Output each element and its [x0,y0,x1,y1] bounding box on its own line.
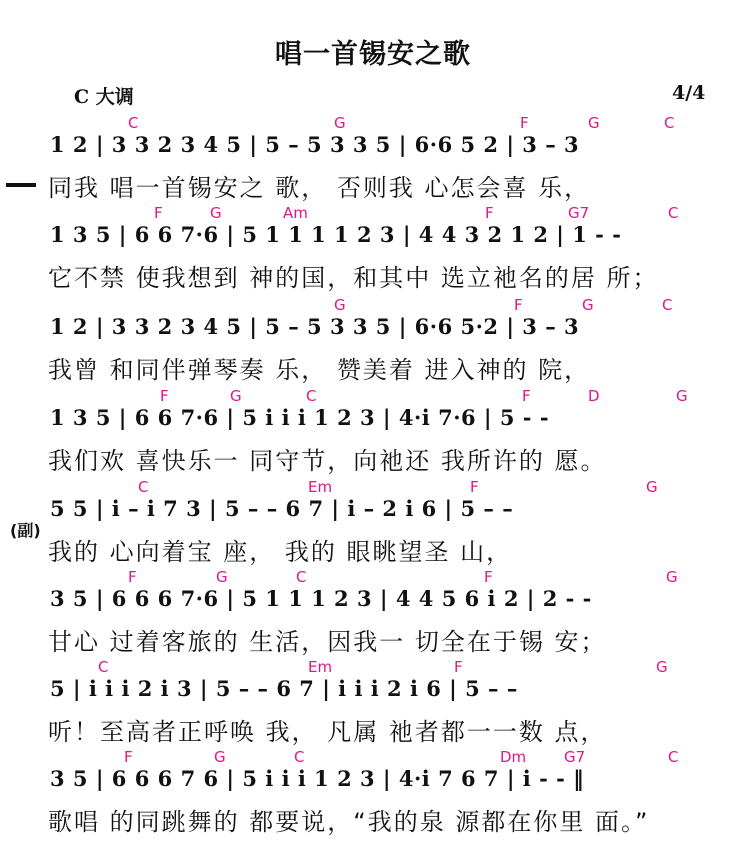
chord-symbol: Am [283,204,308,222]
notation-row: 5 | i i i 2 i 3 | 5 – – 6 7 | i i i 2 i 6 | 5 – – [50,676,518,701]
chord-symbol: C [128,114,139,132]
chord-symbol: Em [308,478,333,496]
chord-symbol: G [210,204,222,222]
chord-symbol: C [306,387,317,405]
chord-symbol: F [484,568,493,586]
chord-symbol: Em [308,658,333,676]
chord-symbol: C [294,748,305,766]
notation-row: 1 2 | 3 3 2 3 4 5 | 5 – 5 3 3 5 | 6·6 5 2 | 3 – 3 [50,132,580,157]
lyrics-row: 我的 心向着宝 座， 我的 眼眺望圣 山， [48,538,513,566]
chord-symbol: G [230,387,242,405]
score-line-2 [0,204,746,296]
score-line-7 [0,658,746,750]
chord-symbol: G [214,748,226,766]
song-title: 唱一首锡安之歌 [275,39,471,70]
chord-symbol: F [160,387,169,405]
lyrics-row: 甘心 过着客旅的 生活，因我一 切全在于锡 安； [48,628,607,656]
chord-symbol: F [454,658,463,676]
chord-symbol: F [128,568,137,586]
chord-symbol: C [98,658,109,676]
chord-symbol: F [514,296,523,314]
score-line-8 [0,748,746,840]
notation-row: 5 5 | i – i 7 3 | 5 – – 6 7 | i – 2 i 6 | 5 – – [50,496,514,521]
chord-symbol: F [154,204,163,222]
lyrics-row: 我曾 和同伴弹琴奏 乐， 赞美着 进入神的 院， [48,356,591,384]
chord-symbol: C [668,204,679,222]
lyrics-row: 听！至高者正呼唤 我， 凡属 祂者都一一数 点， [48,718,607,746]
time-signature: 4/4 [672,82,706,104]
chord-symbol: G [676,387,688,405]
notation-row: 3 5 | 6 6 6 7 6 | 5 i i i 1 2 3 | 4·i 7 6 7 | i - - ‖ [50,766,585,791]
chord-symbol: G [334,296,346,314]
score-line-5 [0,478,746,570]
lyrics-row: 它不禁 使我想到 神的国，和其中 选立祂名的居 所； [48,264,659,292]
score-line-6 [0,568,746,660]
chord-symbol: F [470,478,479,496]
chord-symbol: G [216,568,228,586]
chord-symbol: F [485,204,494,222]
score-line-1 [0,114,746,206]
lyrics-row: 同我 唱一首锡安之 歌， 否则我 心怎会喜 乐， [48,174,591,202]
chord-symbol: G [656,658,668,676]
chord-symbol: F [520,114,529,132]
score-line-3 [0,296,746,388]
chord-symbol: D [588,387,600,405]
notation-row: 1 3 5 | 6 6 7·6 | 5 i i i 1 2 3 | 4·i 7·6 | 5 - - [50,405,550,430]
chord-symbol: G [666,568,678,586]
chord-symbol: C [138,478,149,496]
chord-symbol: C [662,296,673,314]
chord-symbol: C [664,114,675,132]
lyrics-row: 我们欢 喜快乐一 同守节，向祂还 我所许的 愿。 [48,447,607,475]
lyrics-row: 歌唱 的同跳舞的 都要说，“我的泉 源都在你里 面。” [48,808,650,836]
chord-symbol: G [334,114,346,132]
chord-symbol: F [124,748,133,766]
chord-symbol: G7 [564,748,586,766]
chord-symbol: C [668,748,679,766]
chord-symbol: G [646,478,658,496]
notation-row: 1 2 | 3 3 2 3 4 5 | 5 – 5 3 3 5 | 6·6 5·2 | 3 – 3 [50,314,580,339]
chord-symbol: F [522,387,531,405]
chord-symbol: G [582,296,594,314]
chorus-marker: (副) [10,521,41,540]
chord-symbol: G7 [568,204,590,222]
notation-row: 1 3 5 | 6 6 7·6 | 5 1 1 1 1 2 3 | 4 4 3 2 1 2 | 1 - - [50,222,622,247]
chord-symbol: G [588,114,600,132]
key-signature: C 大调 [74,86,134,108]
chord-symbol: Dm [500,748,527,766]
chord-symbol: C [296,568,307,586]
score-line-4 [0,387,746,479]
notation-row: 3 5 | 6 6 6 7·6 | 5 1 1 1 2 3 | 4 4 5 6 i 2 | 2 - - [50,586,592,611]
